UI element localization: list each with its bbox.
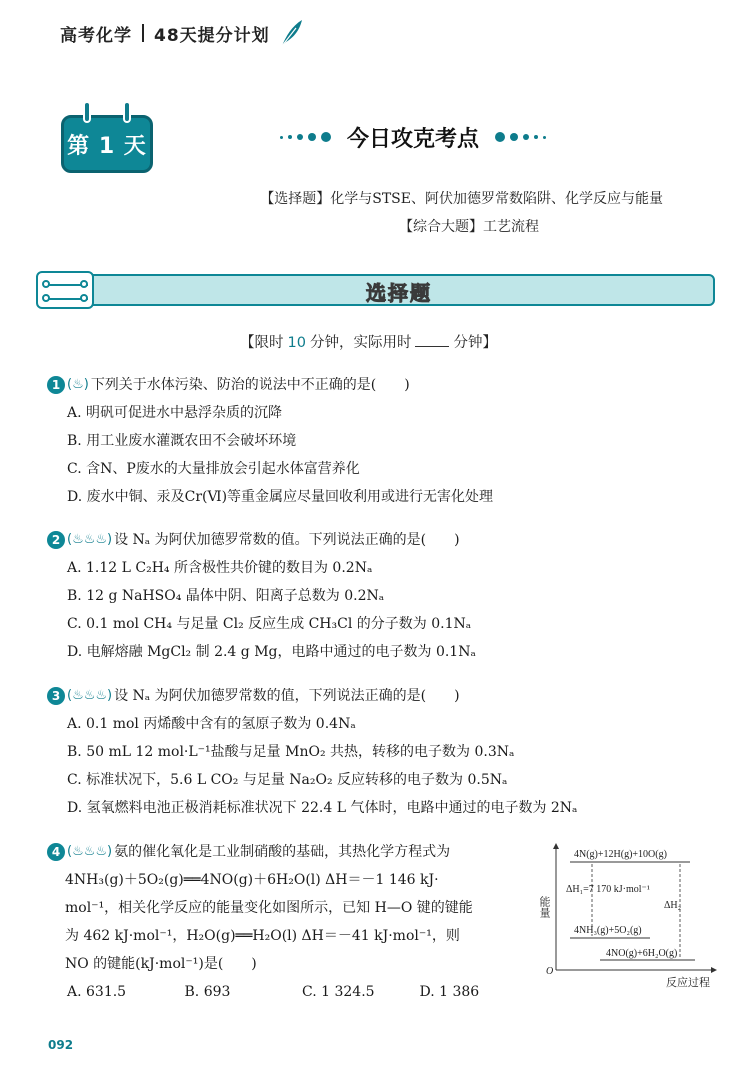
question-body-line: 为 462 kJ·mol⁻¹，H₂O(g)══H₂O(l) ΔH＝－41 kJ·mol⁻¹，则 <box>65 928 460 944</box>
y-axis-label: 能量 <box>538 896 550 918</box>
day-badge-label: 第 1 天 <box>67 133 147 159</box>
timer-suffix: 分钟】 <box>453 335 497 351</box>
x-axis-label: 反应过程 <box>666 977 710 989</box>
option-c[interactable]: C. 0.1 mol CH₄ 与足量 Cl₂ 反应生成 CH₃Cl 的分子数为 0.1Nₐ <box>67 616 472 632</box>
day-badge <box>61 111 153 173</box>
question-body-line: NO 的键能(kJ·mol⁻¹)是( ) <box>65 956 257 972</box>
origin-label: O <box>546 966 554 977</box>
question-stem: 设 Nₐ 为阿伏加德罗常数的值，下列说法正确的是( ) <box>114 688 460 704</box>
dots-right-decoration <box>495 132 546 142</box>
page-header <box>60 16 304 50</box>
difficulty-icon: (♨♨♨) <box>67 532 113 547</box>
timer-prefix: 【限时 <box>240 335 284 351</box>
question-number-badge: 4 <box>47 843 65 861</box>
low-level-label: 4NO(g)+6H₂O(g) <box>606 948 678 959</box>
option-a[interactable]: A. 1.12 L C₂H₄ 所含极性共价键的数目为 0.2Nₐ <box>67 560 373 576</box>
dh1-label: ΔH₁=7 170 kJ·mol⁻¹ <box>566 884 650 895</box>
question-stem: 氨的催化氧化是工业制硝酸的基础，其热化学方程式为 <box>114 844 451 860</box>
feather-icon <box>278 18 304 48</box>
question-number-badge: 1 <box>47 376 65 394</box>
mid-level-label: 4NH₃(g)+5O₂(g) <box>574 925 642 936</box>
option-d[interactable]: D. 1 386 <box>419 984 480 1000</box>
header-plan: 48天提分计划 <box>154 25 270 46</box>
option-c[interactable]: C. 1 324.5 <box>302 984 375 1000</box>
calendar-ring-icon <box>123 101 131 123</box>
option-b[interactable]: B. 用工业废水灌溉农田不会破坏环境 <box>67 433 297 449</box>
section-title: 选择题 <box>366 281 432 305</box>
option-d[interactable]: D. 氢氧燃料电池正极消耗标准状况下 22.4 L 气体时，电路中通过的电子数为 2Nₐ <box>67 800 578 816</box>
actual-time-blank[interactable] <box>415 333 449 347</box>
question-2 <box>47 526 476 666</box>
topics-line-1: 【选择题】化学与STSE、阿伏加德罗常数陷阱、化学反应与能量 <box>260 191 663 207</box>
day-badge-box <box>61 115 153 173</box>
dh2-label: ΔH₂ <box>664 900 682 911</box>
time-limit <box>240 331 497 352</box>
energy-diagram-graphic <box>540 838 720 988</box>
question-stem: 下列关于水体污染、防治的说法中不正确的是( ) <box>90 377 410 393</box>
timer-middle: 分钟，实际用时 <box>309 335 412 351</box>
page-title: 今日攻克考点 <box>347 126 480 152</box>
title-row <box>280 120 546 154</box>
difficulty-icon: (♨) <box>67 377 89 392</box>
energy-diagram <box>540 838 720 988</box>
option-d[interactable]: D. 废水中铜、汞及Cr(Ⅵ)等重金属应尽量回收利用或进行无害化处理 <box>67 489 494 505</box>
option-c[interactable]: C. 标准状况下，5.6 L CO₂ 与足量 Na₂O₂ 反应转移的电子数为 0.5Nₐ <box>67 772 508 788</box>
calendar-ring-icon <box>83 101 91 123</box>
top-level-label: 4N(g)+12H(g)+10O(g) <box>574 849 667 860</box>
option-b[interactable]: B. 50 mL 12 mol·L⁻¹盐酸与足量 MnO₂ 共热，转移的电子数为 0.3Nₐ <box>67 744 515 760</box>
option-a[interactable]: A. 0.1 mol 丙烯酸中含有的氢原子数为 0.4Nₐ <box>67 716 356 732</box>
question-stem: 设 Nₐ 为阿伏加德罗常数的值。下列说法正确的是( ) <box>114 532 460 548</box>
header-divider <box>142 24 144 42</box>
difficulty-icon: (♨♨♨) <box>67 688 113 703</box>
option-b[interactable]: B. 693 <box>184 984 231 1000</box>
header-subject: 高考化学 <box>60 25 132 46</box>
timer-minutes: 10 <box>287 335 306 351</box>
option-a[interactable]: A. 明矾可促进水中悬浮杂质的沉降 <box>67 405 283 421</box>
question-number-badge: 2 <box>47 531 65 549</box>
difficulty-icon: (♨♨♨) <box>67 844 113 859</box>
option-c[interactable]: C. 含N、P废水的大量排放会引起水体富营养化 <box>67 461 360 477</box>
binder-clip-icon <box>36 271 94 309</box>
page-number: 092 <box>48 1038 74 1052</box>
dots-left-decoration <box>280 132 331 142</box>
question-3 <box>47 682 577 822</box>
option-a[interactable]: A. 631.5 <box>67 984 127 1000</box>
section-banner <box>36 271 715 309</box>
question-1 <box>47 371 493 511</box>
question-body-line: mol⁻¹，相关化学反应的能量变化如图所示，已知 H—O 键的键能 <box>65 900 473 916</box>
question-body-line: 4NH₃(g)＋5O₂(g)══4NO(g)＋6H₂O(l) ΔH＝－1 146 kJ· <box>65 872 439 888</box>
topics-line-2: 【综合大题】工艺流程 <box>399 219 539 235</box>
option-b[interactable]: B. 12 g NaHSO₄ 晶体中阴、阳离子总数为 0.2Nₐ <box>67 588 385 604</box>
question-4 <box>47 838 537 1006</box>
option-d[interactable]: D. 电解熔融 MgCl₂ 制 2.4 g Mg，电路中通过的电子数为 0.1Nₐ <box>67 644 476 660</box>
question-number-badge: 3 <box>47 687 65 705</box>
